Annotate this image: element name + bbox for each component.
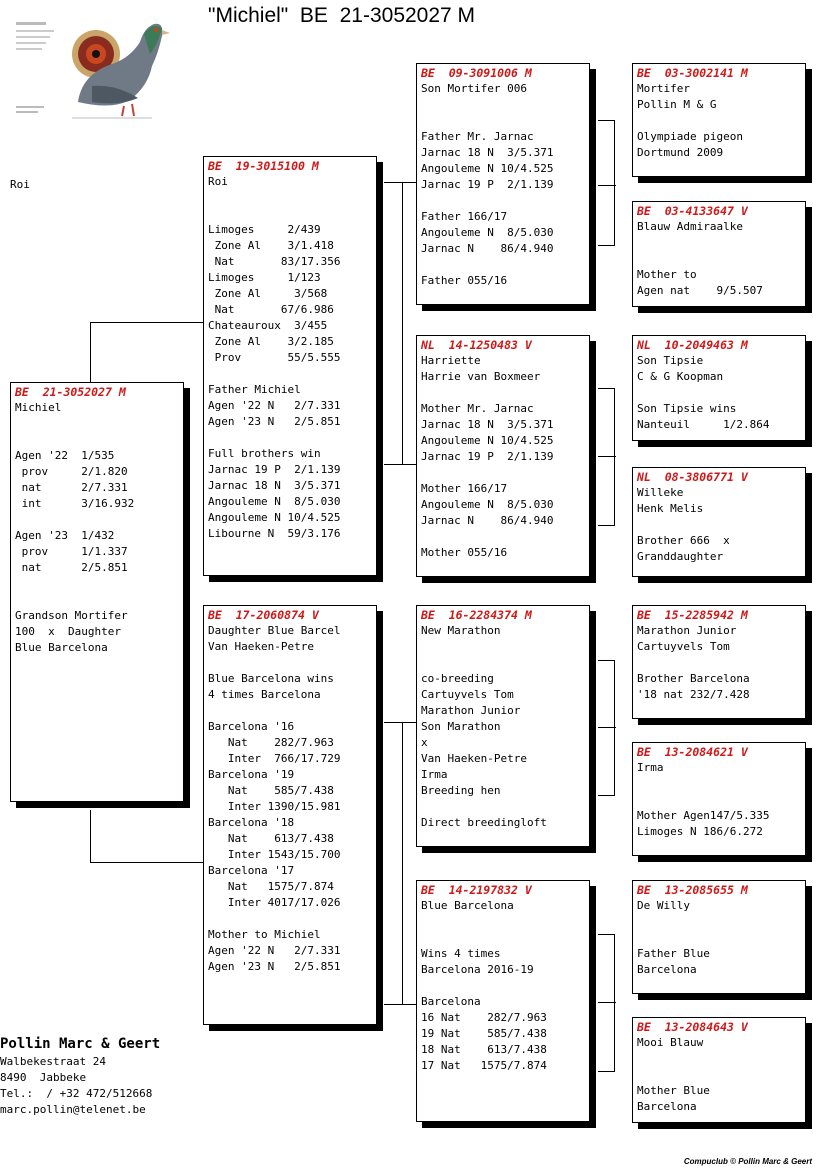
card-line (421, 193, 585, 209)
card-line: Inter 1390/15.981 (208, 800, 341, 813)
card-line (208, 206, 372, 222)
grandparent-card-1[interactable] (416, 63, 590, 305)
card-line: int 3/16.932 (15, 497, 135, 510)
great-grandparent-card-1[interactable] (632, 63, 806, 177)
ring-number: BE 17-2060874 V (208, 608, 319, 622)
card-line: 4 times Barcelona (208, 688, 321, 701)
card-line: Angouleme N 10/4.525 (208, 511, 341, 524)
card-line: Barcelona '19 (208, 768, 295, 781)
connector-subject-sire (90, 322, 205, 383)
great-grandparent-card-6[interactable] (632, 742, 806, 856)
card-line: Mother to (637, 268, 697, 281)
connector-sire-gp2 (384, 322, 403, 465)
owner-phone: Tel.: / +32 472/512668 (0, 1087, 153, 1100)
card-line: Nat 282/7.963 (208, 736, 334, 749)
card-line: Breeding hen (421, 784, 501, 797)
card-line: Olympiade pigeon (637, 130, 743, 143)
card-line: Angouleme N 8/5.030 (208, 495, 341, 508)
card-line: 16 Nat 282/7.963 (421, 1011, 547, 1024)
pigeon-logo-icon (12, 14, 182, 126)
card-line: Agen '23 1/432 (15, 529, 115, 542)
card-line: Chateauroux 3/455 (208, 319, 328, 332)
card-line: C & G Koopman (637, 370, 724, 383)
card-line: Son Marathon (421, 720, 501, 733)
owner-email[interactable]: marc.pollin@telenet.be (0, 1103, 146, 1116)
card-line: Barcelona (637, 963, 697, 976)
card-line: Nat 67/6.986 (208, 303, 334, 316)
card-line: nat 2/7.331 (15, 481, 128, 494)
ring-number: BE 15-2285942 M (637, 608, 748, 622)
card-line (15, 592, 179, 608)
connector-gp3-mid (598, 727, 616, 729)
card-line: Limoges 2/439 (208, 223, 321, 236)
grandparent-card-2[interactable] (416, 335, 590, 577)
card-line: Marathon Junior (637, 624, 737, 637)
card-line: Marathon Junior (421, 704, 521, 717)
ring-number: NL 14-1250483 V (421, 338, 532, 352)
card-line (15, 576, 179, 592)
card-line: Mooi Blauw (637, 1036, 704, 1049)
ring-number: BE 14-2197832 V (421, 883, 532, 897)
connector-dam-gp3 (384, 722, 403, 863)
card-line: Nat 1575/7.874 (208, 880, 334, 893)
card-line: Full brothers win (208, 447, 321, 460)
card-line: Nat 585/7.438 (208, 784, 334, 797)
connector-subject-dam (90, 810, 205, 863)
ring-number: BE 09-3091006 M (421, 66, 532, 80)
card-line: Harriette (421, 354, 481, 367)
card-line: Mother Agen147/5.335 (637, 809, 770, 822)
card-line: '18 nat 232/7.428 (637, 688, 750, 701)
card-line (421, 97, 585, 113)
card-line: Zone Al 3/1.418 (208, 239, 334, 252)
card-line: Agen '22 N 2/7.331 (208, 944, 341, 957)
card-line: Granddaughter (637, 550, 724, 563)
card-line: Jarnac 19 P 2/1.139 (421, 450, 554, 463)
card-line: Mother to Michiel (208, 928, 321, 941)
card-line: 18 Nat 613/7.438 (421, 1043, 547, 1056)
card-line: Agen '22 N 2/7.331 (208, 399, 341, 412)
card-line: Mother Mr. Jarnac (421, 402, 534, 415)
card-line: Jarnac N 86/4.940 (421, 514, 554, 527)
ring-number: NL 08-3806771 V (637, 470, 748, 484)
ring-number: BE 13-2085655 M (637, 883, 748, 897)
card-line (637, 1051, 801, 1067)
card-line (637, 1067, 801, 1083)
card-line: Barcelona '18 (208, 816, 295, 829)
sire-card[interactable] (203, 156, 377, 576)
connector-gp3-link (402, 722, 416, 724)
footer-credit: Compuclub © Pollin Marc & Geert (683, 1157, 812, 1166)
card-line: Father Michiel (208, 383, 301, 396)
card-line: Blue Barcelona (421, 899, 514, 912)
card-line: prov 2/1.820 (15, 465, 128, 478)
card-line: Inter 766/17.729 (208, 752, 341, 765)
ring-number: BE 16-2284374 M (421, 608, 532, 622)
card-line: Prov 55/5.555 (208, 351, 341, 364)
card-line (15, 512, 179, 528)
card-line (208, 430, 372, 446)
card-line (637, 776, 801, 792)
card-line: Jarnac N 86/4.940 (421, 242, 554, 255)
card-line (421, 978, 585, 994)
card-line (208, 655, 372, 671)
card-line: Van Haeken-Petre (421, 752, 527, 765)
card-line (421, 385, 585, 401)
ring-number: BE 19-3015100 M (208, 159, 319, 173)
card-line: Mother 166/17 (421, 482, 508, 495)
card-line (208, 911, 372, 927)
card-line: Henk Melis (637, 502, 704, 515)
card-line: Grandson Mortifer (15, 609, 128, 622)
card-line: Nat 83/17.356 (208, 255, 341, 268)
card-line: Van Haeken-Petre (208, 640, 314, 653)
card-line (421, 639, 585, 655)
card-line: Direct breedingloft (421, 816, 547, 829)
card-line: Cartuyvels Tom (421, 688, 514, 701)
card-line (421, 465, 585, 481)
card-line (637, 251, 801, 267)
card-line (637, 235, 801, 251)
card-line: Agen '22 1/535 (15, 449, 115, 462)
card-line: Father Mr. Jarnac (421, 130, 534, 143)
card-line: Daughter Blue Barcel (208, 624, 341, 637)
card-line (421, 914, 585, 930)
card-line: Nat 613/7.438 (208, 832, 334, 845)
subject-card[interactable] (10, 382, 184, 802)
card-line (15, 416, 179, 432)
card-line: co-breeding (421, 672, 494, 685)
card-line: Father Blue (637, 947, 710, 960)
card-line: Son Mortifer 006 (421, 82, 527, 95)
card-line: Libourne N 59/3.176 (208, 527, 341, 540)
card-line: Blauw Admiraalke (637, 220, 743, 233)
ring-number: BE 03-3002141 M (637, 66, 748, 80)
connector-gp2-mid (598, 456, 616, 458)
card-line: Irma (421, 768, 448, 781)
card-line (421, 529, 585, 545)
card-line (637, 914, 801, 930)
card-line: De Willy (637, 899, 690, 912)
great-grandparent-card-7[interactable] (632, 880, 806, 994)
card-line: Irma (637, 761, 664, 774)
card-line: Jarnac 18 N 3/5.371 (421, 146, 554, 159)
card-line: Barcelona (637, 1100, 697, 1113)
connector-gp1-ggp (598, 120, 615, 246)
connector-gp2-link (402, 464, 416, 466)
owner-block (0, 1034, 160, 1118)
card-line: Jarnac 18 N 3/5.371 (421, 418, 554, 431)
card-line (208, 703, 372, 719)
connector-gp4-link (402, 1004, 416, 1006)
card-line: Mother 055/16 (421, 546, 508, 559)
connector-gp1-link (402, 182, 416, 184)
ring-number: BE 13-2084643 V (637, 1020, 748, 1034)
card-line: Son Tipsie wins (637, 402, 737, 415)
card-line: Pollin M & G (637, 98, 717, 111)
ring-number: NL 10-2049463 M (637, 338, 748, 352)
connector-gp4-mid (598, 1002, 616, 1004)
card-line: Father 055/16 (421, 274, 508, 287)
card-line: Brother 666 x (637, 534, 730, 547)
card-line (421, 655, 585, 671)
card-line: Zone Al 3/2.185 (208, 335, 334, 348)
card-line (637, 930, 801, 946)
card-line (637, 655, 801, 671)
card-line (421, 930, 585, 946)
card-line: 17 Nat 1575/7.874 (421, 1059, 547, 1072)
card-line: Brother Barcelona (637, 672, 750, 685)
owner-city: 8490 Jabbeke (0, 1071, 87, 1084)
card-line: Father 166/17 (421, 210, 508, 223)
card-line: Roi (208, 175, 228, 188)
card-line: Angouleme N 8/5.030 (421, 226, 554, 239)
great-grandparent-card-4[interactable] (632, 467, 806, 577)
great-grandparent-card-5[interactable] (632, 605, 806, 719)
card-line: Dortmund 2009 (637, 146, 724, 159)
card-line: Barcelona (421, 995, 481, 1008)
card-line: Blue Barcelona wins (208, 672, 334, 685)
card-line (208, 190, 372, 206)
card-line: Blue Barcelona (15, 641, 108, 654)
card-line: Limoges 1/123 (208, 271, 321, 284)
pedigree-title: "Michiel" BE 21-3052027 M (208, 4, 476, 27)
card-line: nat 2/5.851 (15, 561, 128, 574)
card-line: Son Tipsie (637, 354, 704, 367)
dam-card[interactable] (203, 605, 377, 1025)
great-grandparent-card-2[interactable] (632, 201, 806, 307)
connector-sire-gp1 (384, 182, 403, 323)
card-line (637, 792, 801, 808)
card-line: Angouleme N 10/4.525 (421, 434, 554, 447)
grandparent-card-3[interactable] (416, 605, 590, 847)
card-line (637, 517, 801, 533)
card-line: Wins 4 times (421, 947, 501, 960)
card-line (15, 432, 179, 448)
card-line: Michiel (15, 401, 62, 414)
card-line: Barcelona '17 (208, 864, 295, 877)
card-line: Mortifer (637, 82, 690, 95)
connector-gp1-mid (598, 185, 616, 187)
card-line: New Marathon (421, 624, 501, 637)
ring-number: BE 03-4133647 V (637, 204, 748, 218)
card-line: 19 Nat 585/7.438 (421, 1027, 547, 1040)
card-line: Nanteuil 1/2.864 (637, 418, 770, 431)
card-line: Agen '23 N 2/5.851 (208, 960, 341, 973)
card-line: Jarnac 18 N 3/5.371 (208, 479, 341, 492)
card-line (208, 366, 372, 382)
owner-address: Walbekestraat 24 (0, 1055, 106, 1068)
card-line: Angouleme N 10/4.525 (421, 162, 554, 175)
card-line: prov 1/1.337 (15, 545, 128, 558)
card-line: Inter 4017/17.026 (208, 896, 341, 909)
card-line: Agen '23 N 2/5.851 (208, 415, 341, 428)
card-line: x (421, 736, 428, 749)
owner-name: Pollin Marc & Geert (0, 1036, 161, 1052)
card-line: Zone Al 3/568 (208, 287, 328, 300)
card-line: Willeke (637, 486, 684, 499)
ring-number: BE 21-3052027 M (15, 385, 126, 399)
card-line (421, 257, 585, 273)
card-line: 100 x Daughter (15, 625, 121, 638)
card-line: Barcelona 2016-19 (421, 963, 534, 976)
ring-number: BE 13-2084621 V (637, 745, 748, 759)
card-line: Jarnac 19 P 2/1.139 (421, 178, 554, 191)
great-grandparent-card-8[interactable] (632, 1017, 806, 1123)
card-line: Limoges N 186/6.272 (637, 825, 763, 838)
grandparent-card-4[interactable] (416, 880, 590, 1122)
card-line: Harrie van Boxmeer (421, 370, 541, 383)
card-line (421, 799, 585, 815)
card-line: Barcelona '16 (208, 720, 295, 733)
card-line: Cartuyvels Tom (637, 640, 730, 653)
card-line (637, 113, 801, 129)
connector-dam-gp4 (384, 862, 403, 1005)
card-line: Angouleme N 8/5.030 (421, 498, 554, 511)
card-line: Agen nat 9/5.507 (637, 284, 763, 297)
card-line (421, 113, 585, 129)
card-line (637, 385, 801, 401)
great-grandparent-card-3[interactable] (632, 335, 806, 441)
card-line: Inter 1543/15.700 (208, 848, 341, 861)
card-line: Jarnac 19 P 2/1.139 (208, 463, 341, 476)
left-label: Roi (10, 178, 30, 191)
card-line: Mother Blue (637, 1084, 710, 1097)
